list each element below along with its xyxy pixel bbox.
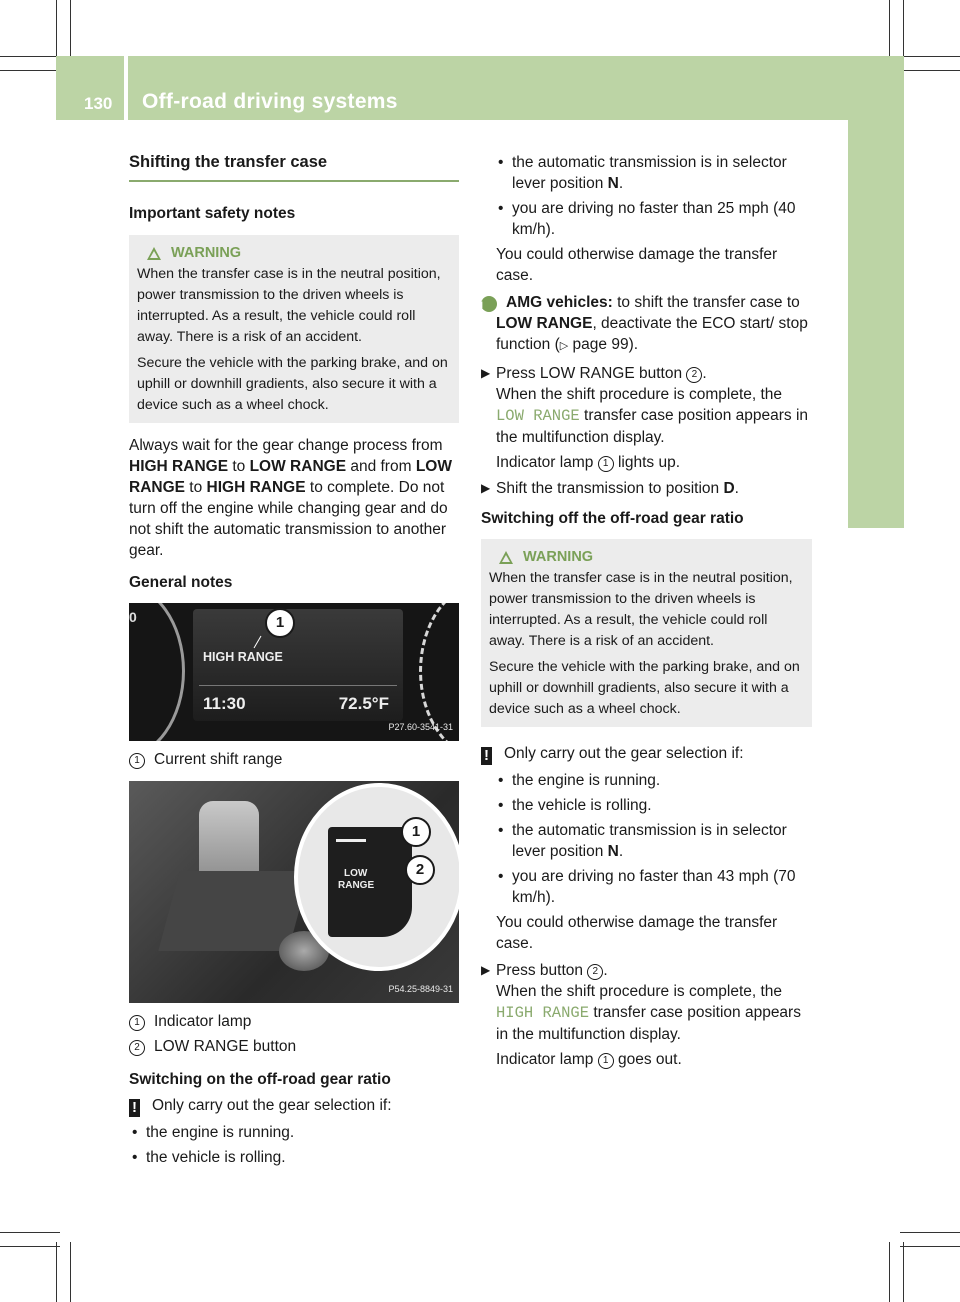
callout-badge: 1 — [265, 608, 295, 638]
bold-text: LOW RANGE — [249, 458, 347, 475]
button-text-low: LOW — [344, 868, 368, 879]
list-item-text — [512, 152, 812, 194]
text: goes out. — [613, 1051, 682, 1068]
bullet-icon: • — [498, 772, 504, 789]
exclamation-icon: ! — [129, 1099, 140, 1117]
step — [481, 363, 812, 384]
note-text: Only carry out the gear selection if: — [152, 1097, 392, 1114]
multifunction-display — [193, 609, 403, 721]
text: transfer case position appears in the multifunction display. — [496, 407, 809, 446]
header-divider — [124, 56, 128, 120]
crop-mark — [0, 1232, 60, 1233]
right-column — [481, 152, 812, 1070]
step-text — [496, 363, 707, 384]
bullet-list — [498, 152, 812, 240]
list-item — [498, 820, 812, 862]
legend-number: 1 — [129, 1015, 145, 1031]
legend-number-wrap — [129, 1011, 154, 1032]
warning-header — [147, 243, 451, 264]
gauge-left-number: 0 — [129, 609, 137, 625]
bold-text: HIGH RANGE — [129, 458, 229, 475]
crop-mark — [900, 1232, 960, 1233]
crop-mark — [900, 56, 960, 57]
legend-item — [129, 749, 459, 770]
legend-text: Indicator lamp — [154, 1013, 252, 1030]
text: to complete. Do not turn off the engine while changing gear and do not shift the automatic transmission to another gear. — [129, 479, 448, 559]
text: . — [702, 365, 707, 382]
crop-mark — [903, 1242, 904, 1302]
text: Indicator lamp — [496, 454, 598, 471]
bold-text: HIGH RANGE — [206, 479, 306, 496]
crop-mark — [0, 70, 60, 71]
text: . — [603, 962, 608, 979]
text: the automatic transmission is in selector lever position — [512, 822, 787, 860]
safety-heading: Important safety notes — [129, 205, 296, 222]
note-text: Only carry out the gear selection if: — [504, 745, 744, 762]
legend-number-wrap — [129, 749, 154, 770]
step — [481, 960, 812, 981]
paragraph — [496, 1049, 812, 1070]
legend-text: LOW RANGE button — [154, 1038, 297, 1055]
warning-text: When the transfer case is in the neutral position, power transmission to the driven wheels is interrupted. As a result, the vehicle could roll away. There is a risk of an accident. — [137, 266, 441, 345]
list-item-text: the vehicle is rolling. — [146, 1149, 286, 1166]
off-heading: Switching off the off-road gear ratio — [481, 510, 744, 527]
text: . — [618, 175, 624, 192]
callout-badge: 1 — [401, 817, 431, 847]
paragraph — [496, 981, 812, 1045]
page-ref-arrow-icon: ▷ — [559, 340, 569, 352]
button-text-range: RANGE — [338, 880, 375, 891]
crop-mark — [70, 1242, 71, 1302]
warning-text: When the transfer case is in the neutral position, power transmission to the driven wheels is interrupted. As a result, the vehicle could roll away. There is a risk of an accident. — [489, 570, 793, 649]
crop-mark — [889, 1242, 890, 1302]
warning-label: WARNING — [171, 245, 242, 261]
list-item — [132, 1147, 459, 1168]
display-temperature: 72.5°F — [338, 694, 389, 713]
warning-box — [481, 539, 812, 727]
text: Always wait for the gear change process from — [129, 437, 443, 454]
legend-number: 1 — [129, 753, 145, 769]
list-item — [498, 198, 812, 240]
list-item-text: the vehicle is rolling. — [512, 797, 652, 814]
text: Press LOW RANGE button — [496, 365, 687, 382]
crop-mark — [0, 56, 60, 57]
text: to — [228, 458, 250, 475]
left-column — [129, 152, 459, 1168]
bullet-icon: • — [498, 797, 504, 814]
figure-reference: P27.60-3541-31 — [388, 722, 453, 732]
legend-number-wrap — [129, 1036, 154, 1057]
callout-number: 2 — [686, 367, 702, 383]
info-note — [479, 292, 812, 357]
callout-number: 1 — [598, 456, 614, 472]
display-divider — [199, 685, 397, 686]
list-item-text: the engine is running. — [146, 1124, 295, 1141]
figure-reference: P54.25-8849-31 — [388, 984, 453, 994]
display-message: HIGH RANGE — [496, 1004, 590, 1022]
crop-mark — [70, 0, 71, 60]
text: lights up. — [613, 454, 681, 471]
display-shift-range: HIGH RANGE — [203, 650, 283, 664]
bullet-icon: • — [132, 1149, 138, 1166]
on-heading: Switching on the off-road gear ratio — [129, 1071, 391, 1088]
step-text — [496, 960, 608, 981]
list-item — [498, 152, 812, 194]
bold-text: LOW RANGE — [129, 458, 452, 496]
list-item-text: the engine is running. — [512, 772, 661, 789]
step — [481, 478, 812, 499]
text: , deactivate the ECO start/ stop function ( — [496, 315, 808, 353]
paragraph: You could otherwise damage the transfer case. — [496, 246, 778, 284]
text: . — [734, 480, 739, 497]
step-text — [496, 478, 739, 499]
arrow-step-icon: ▶ — [481, 366, 491, 380]
bold-text: LOW RANGE — [496, 315, 593, 332]
text: transfer case position appears in the multifunction display. — [496, 1004, 801, 1043]
center-console-figure — [129, 781, 459, 1003]
legend-number: 2 — [129, 1040, 145, 1056]
text: . — [618, 843, 624, 860]
page-header — [56, 56, 904, 120]
list-item-text: you are driving no faster than 43 mph (70 km/h). — [512, 868, 796, 906]
bullet-icon: • — [498, 868, 504, 885]
text: When the shift procedure is complete, the — [496, 386, 783, 403]
bold-text: D — [723, 480, 735, 497]
list-item — [132, 1122, 459, 1143]
callout-number: 1 — [598, 1053, 614, 1069]
crop-mark — [56, 0, 57, 60]
text: to — [184, 479, 207, 496]
bullet-list — [498, 770, 812, 908]
paragraph — [129, 435, 459, 561]
note — [481, 743, 812, 765]
text: the automatic transmission is in selector lever position — [512, 154, 787, 192]
arrow-step-icon: ▶ — [481, 963, 491, 977]
note — [129, 1095, 459, 1117]
arrow-step-icon: ▶ — [481, 481, 491, 495]
bullet-icon: • — [498, 154, 504, 171]
warning-label: WARNING — [523, 549, 594, 565]
text: Press button — [496, 962, 588, 979]
display-message: LOW RANGE — [496, 407, 580, 425]
crop-mark — [900, 70, 960, 71]
bullet-list — [132, 1122, 459, 1168]
bold-text: N — [607, 843, 619, 860]
page-title: Off-road driving systems — [142, 90, 398, 113]
warning-triangle-icon — [147, 247, 161, 260]
crop-mark — [56, 1242, 57, 1302]
indicator-lamp — [336, 839, 366, 842]
general-heading: General notes — [129, 574, 233, 591]
list-item — [498, 866, 812, 908]
warning-box — [129, 235, 459, 423]
zoom-circle — [294, 783, 459, 971]
bullet-icon: • — [132, 1124, 138, 1141]
info-icon: i — [481, 296, 497, 312]
low-range-button-panel — [328, 827, 412, 937]
crop-mark — [903, 0, 904, 60]
warning-text: Secure the vehicle with the parking brake, and on uphill or downhill gradients, also secure it with a device such as a wheel chock. — [489, 659, 800, 717]
paragraph — [496, 384, 812, 448]
list-item — [498, 795, 812, 816]
instrument-cluster-figure — [129, 603, 459, 741]
warning-text: Secure the vehicle with the parking brake, and on uphill or downhill gradients, also secure it with a device such as a wheel chock. — [137, 355, 448, 413]
crop-mark — [900, 1246, 960, 1247]
list-item-text — [512, 820, 812, 862]
warning-header — [499, 547, 804, 568]
legend-item — [129, 1036, 459, 1057]
chapter-tab — [848, 120, 941, 528]
bullet-icon: • — [498, 200, 504, 217]
display-time: 11:30 — [203, 694, 246, 713]
page-number: 130 — [84, 94, 113, 113]
page-reference[interactable]: page 99). — [568, 336, 639, 353]
section-heading: Shifting the transfer case — [129, 152, 459, 182]
gauge-left — [129, 603, 185, 741]
callout-number: 2 — [587, 964, 603, 980]
callout-badge: 2 — [405, 855, 435, 885]
text: and from — [346, 458, 416, 475]
list-item — [498, 770, 812, 791]
paragraph: You could otherwise damage the transfer case. — [496, 914, 778, 952]
text: to shift the transfer case to — [612, 294, 800, 311]
text: Indicator lamp — [496, 1051, 598, 1068]
crop-mark — [889, 0, 890, 60]
bullet-icon: • — [498, 822, 504, 839]
text: Shift the transmission to position — [496, 480, 724, 497]
page-number-box — [56, 56, 124, 120]
bold-text: AMG vehicles: — [506, 294, 613, 311]
list-item-text: you are driving no faster than 25 mph (40 km/h). — [512, 200, 796, 238]
chapter-tab-label: Driving and parking — [918, 326, 941, 524]
warning-triangle-icon — [499, 551, 513, 564]
paragraph — [496, 452, 812, 473]
text: When the shift procedure is complete, the — [496, 983, 783, 1000]
crop-mark — [0, 1246, 60, 1247]
legend-item — [129, 1011, 459, 1032]
legend-text: Current shift range — [154, 751, 283, 768]
exclamation-icon: ! — [481, 747, 492, 765]
bold-text: N — [607, 175, 619, 192]
